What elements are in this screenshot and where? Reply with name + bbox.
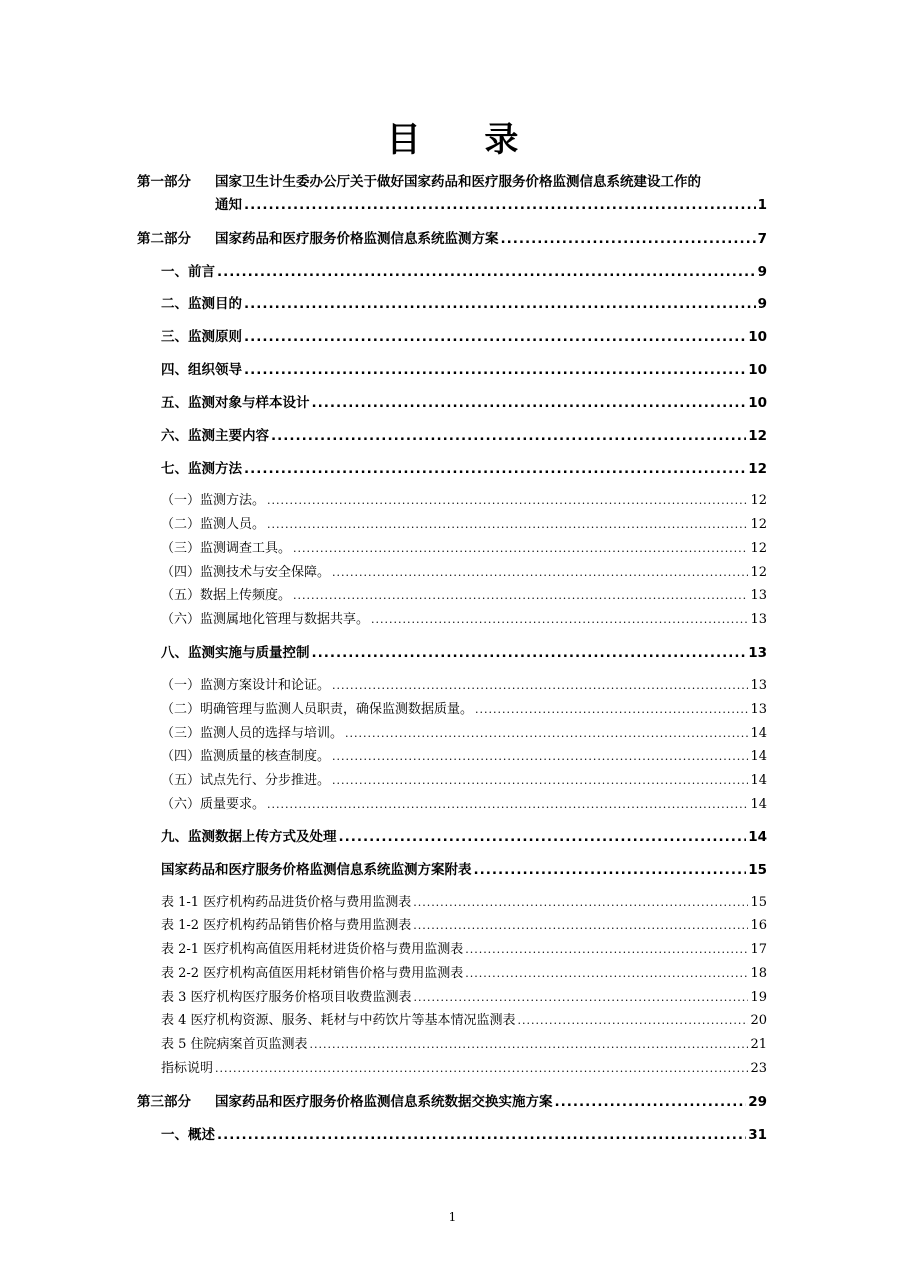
leader-dots <box>267 798 748 811</box>
leader-dots <box>217 264 756 280</box>
toc-section[interactable] <box>161 260 767 280</box>
leader-dots <box>217 1127 746 1143</box>
part-title <box>137 1090 553 1110</box>
toc-section[interactable] <box>161 358 767 378</box>
toc-subsection[interactable] <box>161 891 767 910</box>
leader-dots <box>413 896 748 909</box>
subsection-title: 表 2-1 医疗机构高值医用耗材进货价格与费用监测表 <box>161 942 464 957</box>
toc-subsection[interactable] <box>161 608 767 627</box>
leader-dots <box>271 428 746 444</box>
leader-dots <box>465 943 748 956</box>
toc-subsection[interactable] <box>161 584 767 603</box>
subsection-title: 表 3 医疗机构医疗服务价格项目收费监测表 <box>161 990 412 1005</box>
page-number: 1 <box>757 197 767 213</box>
page-number: 16 <box>750 918 767 933</box>
leader-dots <box>332 774 748 787</box>
page-number: 13 <box>748 645 767 661</box>
toc-subsection[interactable] <box>161 1057 767 1076</box>
leader-dots <box>518 1014 749 1027</box>
leader-dots <box>413 919 748 932</box>
leader-dots <box>244 296 756 312</box>
subsection-title: 指标说明 <box>161 1061 214 1076</box>
part-title-cont: 通知 <box>215 197 242 213</box>
subsection-title: （六）监测属地化管理与数据共享。 <box>161 612 370 627</box>
page-number: 13 <box>750 678 767 693</box>
page-number: 9 <box>757 264 767 280</box>
section-title: 国家药品和医疗服务价格监测信息系统监测方案附表 <box>161 862 472 878</box>
subsection-title: 表 1-1 医疗机构药品进货价格与费用监测表 <box>161 895 412 910</box>
toc-subsection[interactable] <box>161 537 767 556</box>
leader-dots <box>312 645 747 661</box>
part-prefix: 第三部分 <box>137 1094 191 1110</box>
leader-dots <box>332 566 748 579</box>
toc-subsection[interactable] <box>161 561 767 580</box>
leader-dots <box>215 1062 748 1075</box>
toc-part-2[interactable] <box>137 227 767 247</box>
footer-page-number: 1 <box>448 1210 457 1224</box>
leader-dots <box>414 991 749 1004</box>
toc-subsection[interactable] <box>161 745 767 764</box>
section-title: 二、监测目的 <box>161 296 242 312</box>
page-title: 目 录 <box>386 120 545 160</box>
toc-section[interactable] <box>161 391 767 411</box>
section-title: 五、监测对象与样本设计 <box>161 395 310 411</box>
subsection-title: 表 4 医疗机构资源、服务、耗材与中药饮片等基本情况监测表 <box>161 1013 516 1028</box>
page-number: 9 <box>757 296 767 312</box>
leader-dots <box>244 329 746 345</box>
page-number: 12 <box>750 493 767 508</box>
page-number: 13 <box>750 702 767 717</box>
section-title: 七、监测方法 <box>161 461 242 477</box>
leader-dots <box>332 750 748 763</box>
part-text: 国家药品和医疗服务价格监测信息系统数据交换实施方案 <box>215 1094 553 1110</box>
subsection-title: （三）监测人员的选择与培训。 <box>161 726 344 741</box>
toc-subsection[interactable] <box>161 962 767 981</box>
page-number: 7 <box>757 231 767 247</box>
toc-section[interactable] <box>161 641 767 661</box>
subsection-title: 表 2-2 医疗机构高值医用耗材销售价格与费用监测表 <box>161 966 464 981</box>
toc-subsection[interactable] <box>161 986 767 1005</box>
leader-dots <box>345 727 748 740</box>
page-number: 15 <box>750 895 767 910</box>
toc-subsection[interactable] <box>161 1009 767 1028</box>
page-number: 10 <box>748 362 767 378</box>
page-number: 29 <box>748 1094 767 1110</box>
toc-section[interactable] <box>161 325 767 345</box>
part-text: 国家药品和医疗服务价格监测信息系统监测方案 <box>215 231 499 247</box>
page-number: 12 <box>748 428 767 444</box>
subsection-title: （六）质量要求。 <box>161 797 266 812</box>
leader-dots <box>244 197 756 213</box>
page-number: 12 <box>750 541 767 556</box>
section-title: 八、监测实施与质量控制 <box>161 645 310 661</box>
section-title: 六、监测主要内容 <box>161 428 269 444</box>
subsection-title: （一）监测方案设计和论证。 <box>161 678 331 693</box>
toc-subsection[interactable] <box>161 722 767 741</box>
page-number: 12 <box>750 517 767 532</box>
page-number: 20 <box>750 1013 767 1028</box>
leader-dots <box>293 589 748 602</box>
leader-dots <box>501 231 756 247</box>
leader-dots <box>332 679 748 692</box>
page-number: 23 <box>750 1061 767 1076</box>
toc-section[interactable] <box>161 292 767 312</box>
toc-part-1-line1[interactable] <box>137 170 701 190</box>
toc-section[interactable] <box>161 858 767 878</box>
subsection-title: （三）监测调查工具。 <box>161 541 292 556</box>
subsection-title: （二）明确管理与监测人员职责，确保监测数据质量。 <box>161 702 474 717</box>
page-number: 14 <box>750 726 767 741</box>
page-number: 15 <box>748 862 767 878</box>
page-number: 12 <box>750 565 767 580</box>
subsection-title: （一）监测方法。 <box>161 493 266 508</box>
leader-dots <box>310 1038 749 1051</box>
toc-subsection[interactable] <box>161 793 767 812</box>
toc-subsection[interactable] <box>161 489 767 508</box>
toc-subsection[interactable] <box>161 513 767 532</box>
leader-dots <box>267 518 748 531</box>
section-title: 四、组织领导 <box>161 362 242 378</box>
part-prefix: 第二部分 <box>137 231 191 247</box>
subsection-title: （四）监测技术与安全保障。 <box>161 565 331 580</box>
page-number: 19 <box>750 990 767 1005</box>
page-number: 14 <box>748 829 767 845</box>
toc-subsection[interactable] <box>161 674 767 693</box>
toc-subsection[interactable] <box>161 698 767 717</box>
leader-dots <box>293 542 748 555</box>
section-title: 九、监测数据上传方式及处理 <box>161 829 337 845</box>
section-title: 三、监测原则 <box>161 329 242 345</box>
page-number: 17 <box>750 942 767 957</box>
leader-dots <box>371 613 748 626</box>
toc-part-3[interactable] <box>137 1090 767 1110</box>
page-number: 10 <box>748 395 767 411</box>
subsection-title: （四）监测质量的核查制度。 <box>161 749 331 764</box>
toc-subsection[interactable] <box>161 938 767 957</box>
leader-dots <box>555 1094 747 1110</box>
toc-section[interactable] <box>161 825 767 845</box>
page-number: 31 <box>748 1127 767 1143</box>
toc-section[interactable] <box>161 457 767 477</box>
toc-section[interactable] <box>161 1123 767 1143</box>
part-title: 国家卫生计生委办公厅关于做好国家药品和医疗服务价格监测信息系统建设工作的 <box>215 174 701 190</box>
leader-dots <box>465 967 748 980</box>
leader-dots <box>267 494 748 507</box>
subsection-title: （五）试点先行、分步推进。 <box>161 773 331 788</box>
subsection-title: （二）监测人员。 <box>161 517 266 532</box>
toc-subsection[interactable] <box>161 769 767 788</box>
page-number: 21 <box>750 1037 767 1052</box>
page-number: 12 <box>748 461 767 477</box>
subsection-title: （五）数据上传频度。 <box>161 588 292 603</box>
toc-subsection[interactable] <box>161 1033 767 1052</box>
section-title: 一、前言 <box>161 264 215 280</box>
page-number: 13 <box>750 588 767 603</box>
section-title: 一、概述 <box>161 1127 215 1143</box>
leader-dots <box>312 395 747 411</box>
page-number: 14 <box>750 797 767 812</box>
page-number: 13 <box>750 612 767 627</box>
page-number: 14 <box>750 749 767 764</box>
page-number: 18 <box>750 966 767 981</box>
leader-dots <box>474 862 747 878</box>
toc-section[interactable] <box>161 424 767 444</box>
part-title <box>137 227 499 247</box>
toc-part-1-line2[interactable] <box>215 193 767 213</box>
leader-dots <box>475 703 748 716</box>
part-prefix: 第一部分 <box>137 174 191 190</box>
leader-dots <box>244 362 746 378</box>
subsection-title: 表 1-2 医疗机构药品销售价格与费用监测表 <box>161 918 412 933</box>
page-number: 14 <box>750 773 767 788</box>
leader-dots <box>244 461 746 477</box>
subsection-title: 表 5 住院病案首页监测表 <box>161 1037 308 1052</box>
page-number: 10 <box>748 329 767 345</box>
toc-subsection[interactable] <box>161 914 767 933</box>
leader-dots <box>339 829 747 845</box>
